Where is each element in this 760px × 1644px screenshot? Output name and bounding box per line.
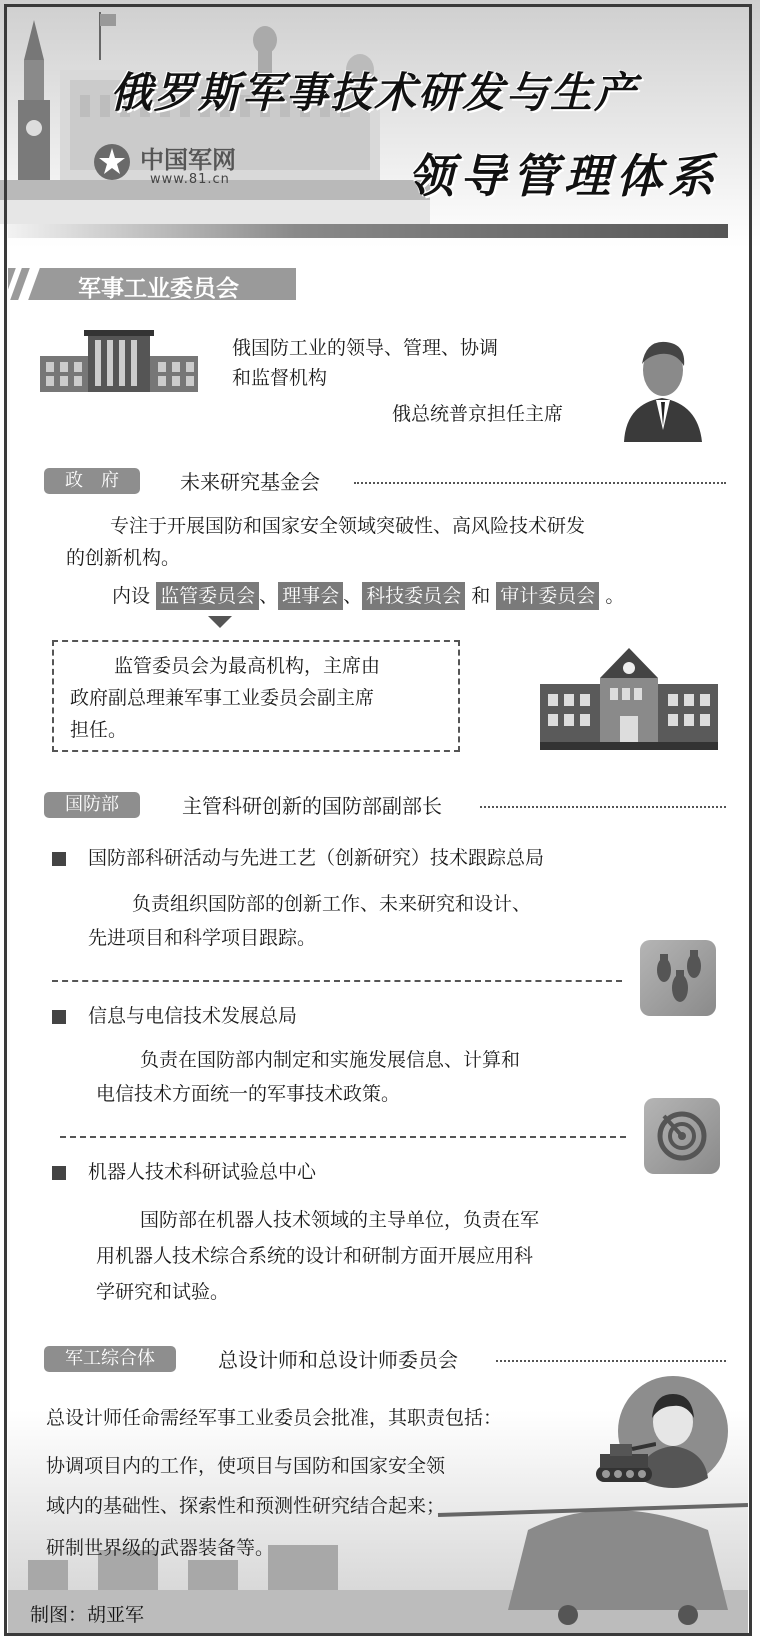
bullet-square <box>52 852 66 866</box>
committee-chair: 俄总统普京担任主席 <box>392 403 564 425</box>
complex-line1: 总设计师任命需经军事工业委员会批准，其职责包括： <box>46 1407 503 1429</box>
page-title-line1: 俄罗斯军事技术研发与生产 <box>110 68 639 117</box>
tank-icon <box>590 1434 656 1486</box>
supervisory-note-box <box>52 640 460 752</box>
dashed-divider <box>60 1136 626 1138</box>
tag-government: 政 府 <box>44 468 140 494</box>
inner-prefix: 内设 <box>112 585 151 607</box>
org-audit-committee: 审计委员会 <box>496 582 599 610</box>
credit-text: 制图：胡亚军 <box>30 1604 145 1626</box>
school-building-icon <box>540 648 718 750</box>
item3-line3: 学研究和试验。 <box>96 1281 230 1303</box>
complex-line4: 研制世界级的武器装备等。 <box>46 1537 275 1559</box>
dashed-divider <box>52 980 622 982</box>
dotted-leader <box>354 482 726 484</box>
committee-desc-line1: 俄国防工业的领导、管理、协调 <box>232 337 499 359</box>
logo-name: 中国军网 <box>140 146 236 174</box>
item3-line2: 用机器人技术综合系统的设计和研制方面开展应用科 <box>96 1245 534 1267</box>
internal-bodies-line <box>112 580 624 612</box>
section-banner-title: 军事工业委员会 <box>78 276 239 302</box>
logo-url: www.81.cn <box>150 172 230 187</box>
separator: 、 <box>259 585 279 607</box>
chinamil-logo-icon <box>88 136 138 186</box>
item1-line2: 先进项目和科学项目跟踪。 <box>88 927 317 949</box>
dotted-leader <box>496 1360 726 1362</box>
bombs-icon <box>640 940 716 1016</box>
conjunction: 和 <box>471 585 491 607</box>
item2-line2: 电信技术方面统一的军事技术政策。 <box>96 1083 401 1105</box>
item2-title: 信息与电信技术发展总局 <box>88 1005 298 1027</box>
note-line2: 政府副总理兼军事工业委员会副主席 <box>70 687 375 709</box>
note-line3: 担任。 <box>70 719 128 741</box>
kremlin-skyline-image <box>0 0 760 248</box>
item2-line1: 负责在国防部内制定和实施发展信息、计算和 <box>140 1049 521 1071</box>
org-board-of-directors: 理事会 <box>278 582 343 610</box>
committee-desc-line2: 和监督机构 <box>232 367 328 389</box>
tag-military-industrial-complex: 军工综合体 <box>44 1346 176 1372</box>
fund-desc-line1: 专注于开展国防和国家安全领域突破性、高风险技术研发 <box>110 515 586 537</box>
item3-title: 机器人技术科研试验总中心 <box>88 1161 317 1183</box>
note-line1: 监管委员会为最高机构，主席由 <box>114 655 381 677</box>
item3-line1: 国防部在机器人技术领域的主导单位，负责在军 <box>140 1209 540 1231</box>
radar-icon <box>644 1098 720 1174</box>
heading-chief-designers: 总设计师和总设计师委员会 <box>218 1348 458 1372</box>
item1-title: 国防部科研活动与先进工艺（创新研究）技术跟踪总局 <box>88 847 545 869</box>
item1-line1: 负责组织国防部的创新工作、未来研究和设计、 <box>132 893 532 915</box>
org-supervisory-board: 监管委员会 <box>156 582 259 610</box>
header-rule <box>8 224 728 238</box>
heading-future-research-fund: 未来研究基金会 <box>180 470 320 494</box>
complex-line2: 协调项目内的工作，使项目与国防和国家安全领 <box>46 1455 446 1477</box>
org-science-committee: 科技委员会 <box>362 582 465 610</box>
fund-desc-line2: 的创新机构。 <box>66 547 181 569</box>
heading-deputy-minister: 主管科研创新的国防部副部长 <box>182 794 442 818</box>
complex-line3: 域内的基础性、探索性和预测性研究结合起来； <box>46 1495 446 1517</box>
header <box>0 0 760 248</box>
person-icon <box>620 334 706 442</box>
section-banner <box>8 268 296 300</box>
bullet-square <box>52 1010 66 1024</box>
separator: 、 <box>343 585 363 607</box>
pointer-arrow-icon <box>208 616 232 628</box>
tag-defense-ministry: 国防部 <box>44 792 140 818</box>
period: 。 <box>605 585 625 607</box>
bullet-square <box>52 1166 66 1180</box>
building-icon <box>40 330 198 392</box>
dotted-leader <box>480 806 726 808</box>
page-title-line2: 领导管理体系 <box>408 149 720 203</box>
